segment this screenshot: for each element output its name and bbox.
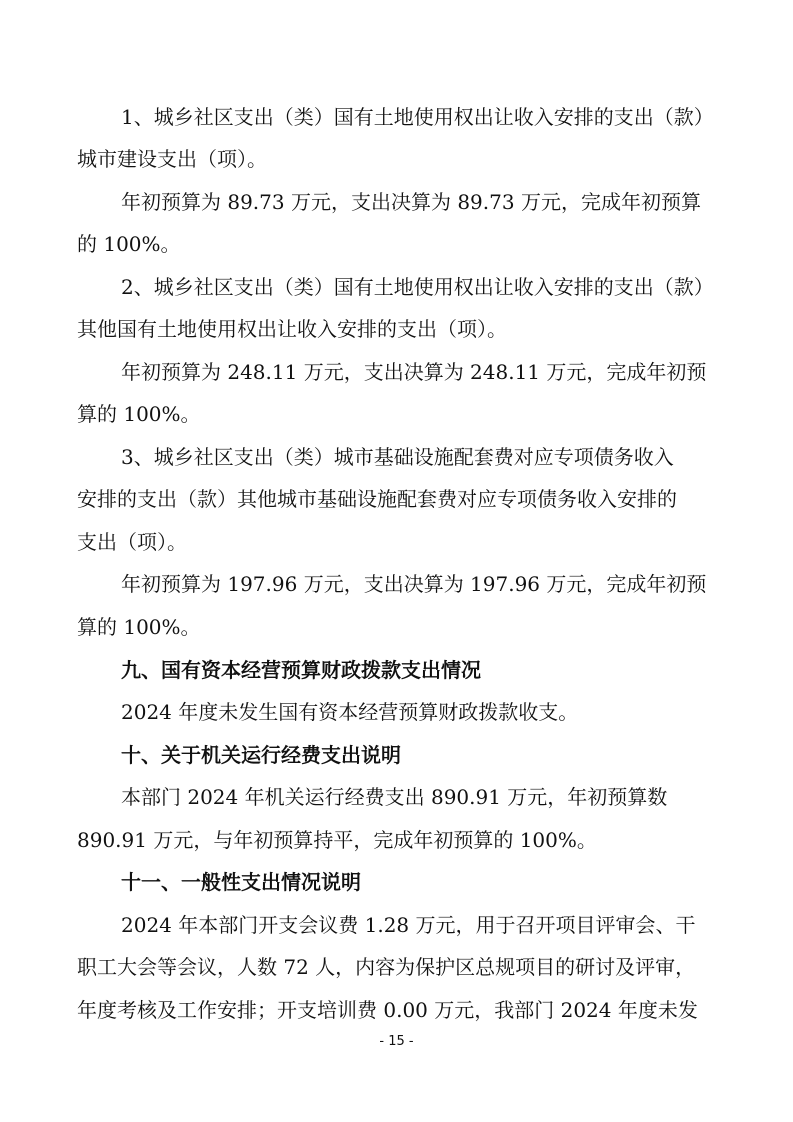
section-heading-10 bbox=[0, 735, 793, 775]
section-heading-9 bbox=[0, 650, 793, 690]
line-text: 城市建设支出（项）。 bbox=[77, 147, 267, 171]
body-line-20 bbox=[0, 905, 793, 945]
body-line-21 bbox=[0, 947, 793, 987]
line-text: 2024 年本部门开支会议费 1.28 万元，用于召开项目评审会、干 bbox=[121, 913, 696, 937]
line-text: 算的 100%。 bbox=[77, 615, 201, 639]
body-line-5 bbox=[0, 267, 793, 307]
line-text: 年初预算为 89.73 万元，支出决算为 89.73 万元，完成年初预算 bbox=[121, 190, 701, 214]
body-line-15 bbox=[0, 692, 793, 732]
heading-text: 十一、一般性支出情况说明 bbox=[121, 870, 361, 894]
line-text: 2、城乡社区支出（类）国有土地使用权出让收入安排的支出（款） bbox=[121, 275, 714, 299]
line-text: 3、城乡社区支出（类）城市基础设施配套费对应专项债务收入 bbox=[121, 445, 674, 469]
body-line-11 bbox=[0, 522, 793, 562]
body-line-10 bbox=[0, 479, 793, 519]
body-line-17 bbox=[0, 777, 793, 817]
heading-text: 九、国有资本经营预算财政拨款支出情况 bbox=[121, 658, 481, 682]
body-line-13 bbox=[0, 607, 793, 647]
line-text: 其他国有土地使用权出让收入安排的支出（项）。 bbox=[77, 317, 507, 341]
body-line-4 bbox=[0, 224, 793, 264]
body-line-12 bbox=[0, 564, 793, 604]
body-line-2 bbox=[0, 139, 793, 179]
line-text: 安排的支出（款）其他城市基础设施配套费对应专项债务收入安排的 bbox=[77, 487, 677, 511]
body-line-7 bbox=[0, 352, 793, 392]
heading-text: 十、关于机关运行经费支出说明 bbox=[121, 743, 401, 767]
body-line-9 bbox=[0, 437, 793, 477]
body-line-8 bbox=[0, 394, 793, 434]
page-number: - 15 - bbox=[379, 1034, 414, 1049]
line-text: 年初预算为 197.96 万元，支出决算为 197.96 万元，完成年初预 bbox=[121, 572, 707, 596]
body-line-1 bbox=[0, 97, 793, 137]
body-line-22 bbox=[0, 990, 793, 1030]
section-heading-11 bbox=[0, 862, 793, 902]
line-text: 年初预算为 248.11 万元，支出决算为 248.11 万元，完成年初预 bbox=[121, 360, 707, 384]
line-text: 本部门 2024 年机关运行经费支出 890.91 万元，年初预算数 bbox=[121, 785, 668, 809]
line-text: 890.91 万元，与年初预算持平，完成年初预算的 100%。 bbox=[77, 828, 597, 852]
line-text: 的 100%。 bbox=[77, 232, 181, 256]
body-line-3 bbox=[0, 182, 793, 222]
line-text: 职工大会等会议，人数 72 人，内容为保护区总规项目的研讨及评审， bbox=[77, 955, 696, 979]
line-text: 算的 100%。 bbox=[77, 402, 201, 426]
body-line-6 bbox=[0, 309, 793, 349]
line-text: 支出（项）。 bbox=[77, 530, 187, 554]
line-text: 年度考核及工作安排；开支培训费 0.00 万元，我部门 2024 年度未发 bbox=[77, 998, 698, 1022]
line-text: 2024 年度未发生国有资本经营预算财政拨款收支。 bbox=[121, 700, 579, 724]
line-text: 1、城乡社区支出（类）国有土地使用权出让收入安排的支出（款） bbox=[121, 105, 714, 129]
body-line-18 bbox=[0, 820, 793, 860]
